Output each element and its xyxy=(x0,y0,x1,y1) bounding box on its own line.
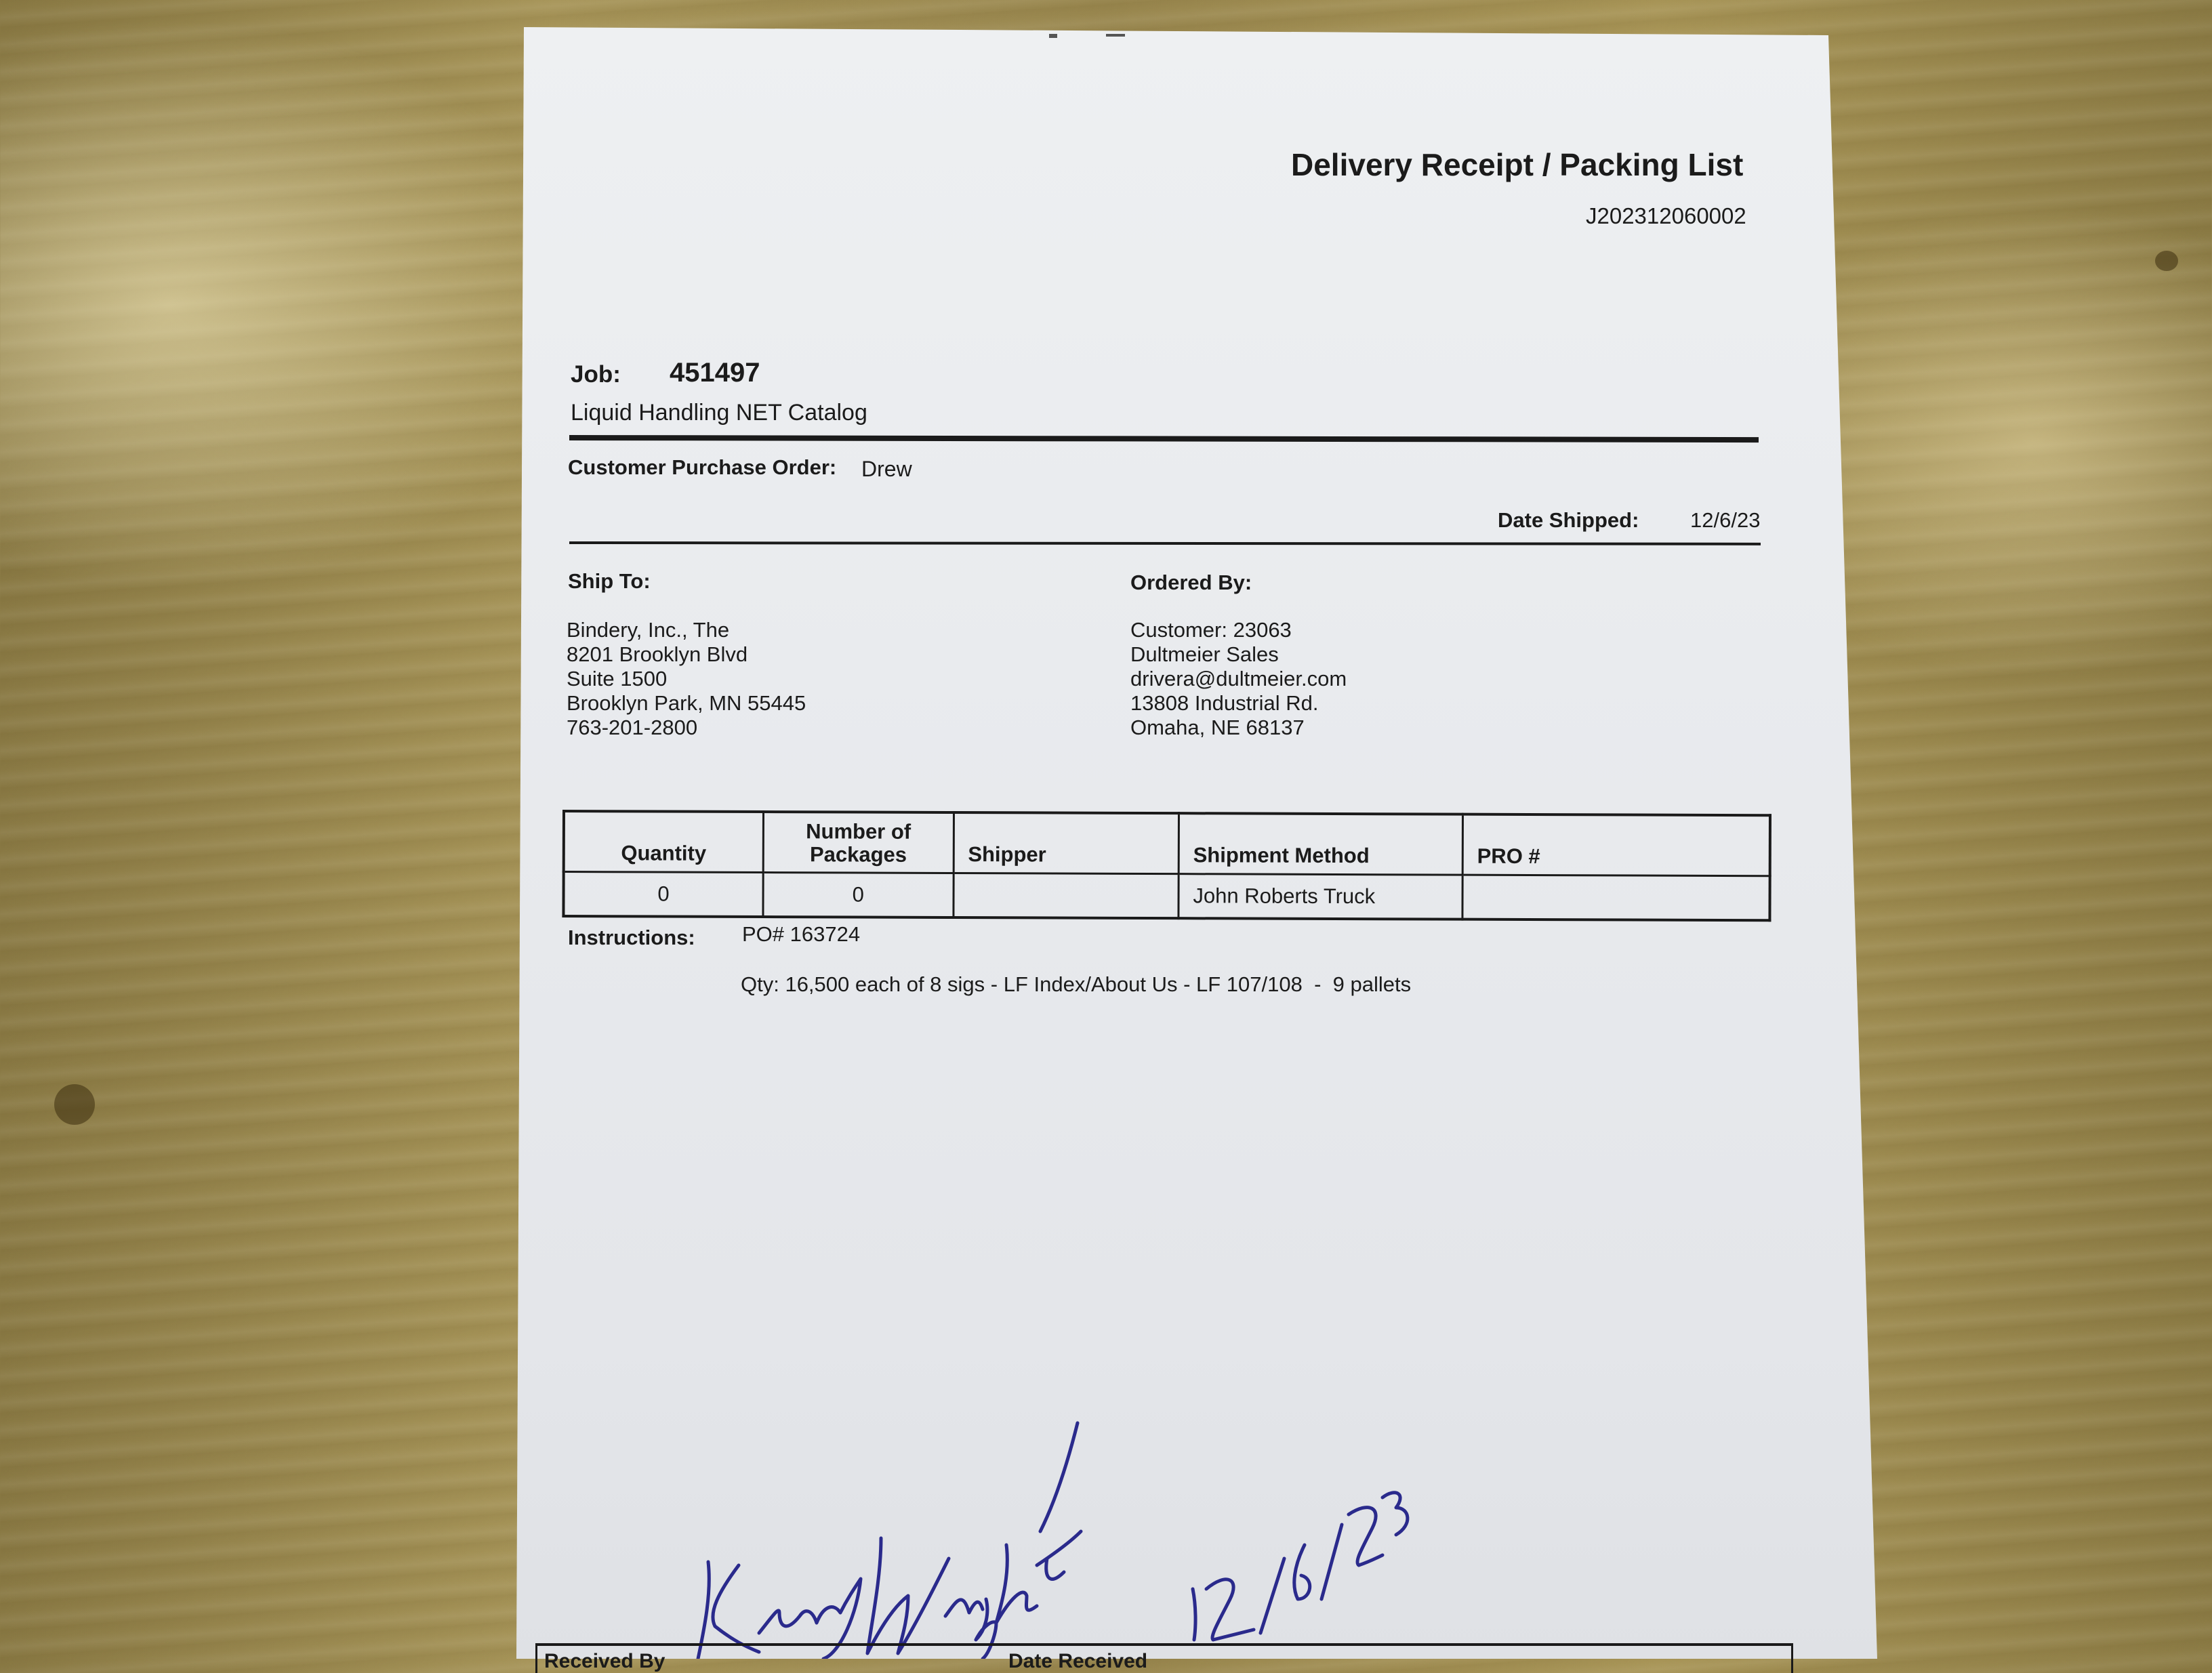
date-shipped-label: Date Shipped: xyxy=(1498,508,1639,532)
ordered-by-label: Ordered By: xyxy=(1130,571,1252,594)
customer-po-label: Customer Purchase Order: xyxy=(568,455,837,479)
received-by-label: Received By xyxy=(544,1650,665,1672)
quantity-cell: 0 xyxy=(563,872,763,917)
address-line: 13808 Industrial Rd. xyxy=(1130,691,1319,715)
document-title: Delivery Receipt / Packing List xyxy=(1291,147,1744,182)
instructions-po: PO# 163724 xyxy=(742,922,861,946)
shipment-method-cell: John Roberts Truck xyxy=(1179,874,1462,920)
address-line: Omaha, NE 68137 xyxy=(1130,716,1305,739)
job-description: Liquid Handling NET Catalog xyxy=(571,400,867,426)
company-name: Dultmeier Sales xyxy=(1130,642,1279,666)
phone-number: 763-201-2800 xyxy=(567,716,698,739)
instructions-label: Instructions: xyxy=(568,926,695,949)
customer-number: Customer: 23063 xyxy=(1130,618,1292,642)
column-header-packages: Number of Packages xyxy=(763,812,954,873)
receipt-number: J202312060002 xyxy=(1586,203,1746,228)
column-header-shipper: Shipper xyxy=(954,812,1179,874)
date-received-label: Date Received xyxy=(1008,1650,1148,1672)
column-header-pro-number: PRO # xyxy=(1462,814,1770,876)
ship-to-label: Ship To: xyxy=(568,569,651,593)
column-header-shipment-method: Shipment Method xyxy=(1179,813,1462,875)
date-shipped-value: 12/6/23 xyxy=(1690,508,1761,532)
job-label: Job: xyxy=(571,361,621,388)
address-line: Bindery, Inc., The xyxy=(567,618,730,642)
column-header-quantity: Quantity xyxy=(564,811,764,873)
packages-cell: 0 xyxy=(763,873,954,917)
email: drivera@dultmeier.com xyxy=(1130,667,1347,690)
instructions-quantity: Qty: 16,500 each of 8 sigs - LF Index/About Us - LF 107/108 - 9 pallets xyxy=(741,972,1412,996)
address-line: Brooklyn Park, MN 55445 xyxy=(567,691,806,715)
job-number: 451497 xyxy=(670,358,760,388)
received-box xyxy=(535,1643,1793,1673)
customer-po-value: Drew xyxy=(861,457,912,481)
address-line: Suite 1500 xyxy=(567,667,668,690)
address-line: 8201 Brooklyn Blvd xyxy=(567,642,748,666)
